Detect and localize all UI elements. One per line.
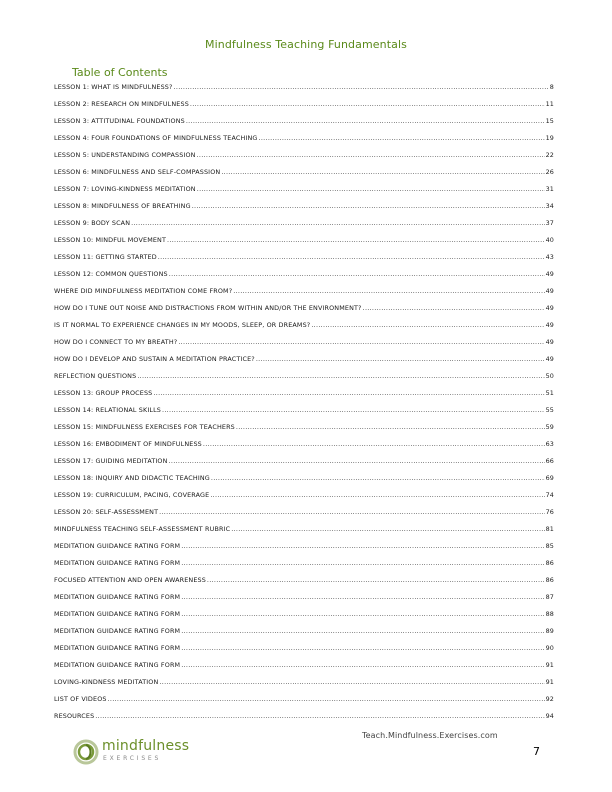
- toc-leader-dots: [181, 644, 544, 652]
- toc-entry-page: 89: [545, 627, 554, 635]
- toc-leader-dots: [363, 304, 545, 312]
- toc-entry-page: 63: [545, 440, 554, 448]
- page-number: 7: [533, 745, 540, 758]
- toc-leader-dots: [192, 202, 545, 210]
- toc-entry-page: 50: [545, 372, 554, 380]
- toc-entry[interactable]: [54, 576, 554, 593]
- toc-entry-page: 49: [545, 304, 554, 312]
- toc-leader-dots: [203, 440, 545, 448]
- toc-entry-label: LESSON 7: LOVING-KINDNESS MEDITATION: [54, 185, 196, 193]
- toc-leader-dots: [181, 661, 544, 669]
- toc-leader-dots: [311, 321, 544, 329]
- toc-entry-label: REFLECTION QUESTIONS: [54, 372, 137, 380]
- document-header: Mindfulness Teaching Fundamentals: [205, 38, 407, 51]
- toc-entry-label: LESSON 18: INQUIRY AND DIDACTIC TEACHING: [54, 474, 210, 482]
- toc-leader-dots: [108, 695, 545, 703]
- toc-entry-page: 49: [545, 355, 554, 363]
- toc-entry-label: MEDITATION GUIDANCE RATING FORM: [54, 644, 181, 652]
- toc-entry[interactable]: [54, 270, 554, 287]
- toc-entry[interactable]: [54, 236, 554, 253]
- toc-entry-label: LESSON 16: EMBODIMENT OF MINDFULNESS: [54, 440, 202, 448]
- toc-entry-page: 91: [545, 678, 554, 686]
- toc-entry-label: IS IT NORMAL TO EXPERIENCE CHANGES IN MY MOODS, SLEEP, OR DREAMS?: [54, 321, 311, 329]
- toc-entry-page: 34: [545, 202, 554, 210]
- toc-list: [54, 83, 554, 729]
- toc-entry[interactable]: [54, 287, 554, 304]
- toc-entry[interactable]: [54, 338, 554, 355]
- toc-leader-dots: [178, 338, 544, 346]
- toc-entry[interactable]: [54, 202, 554, 219]
- toc-leader-dots: [190, 100, 545, 108]
- toc-entry[interactable]: [54, 83, 554, 100]
- toc-entry-page: 49: [545, 338, 554, 346]
- toc-entry-page: 55: [545, 406, 554, 414]
- toc-entry[interactable]: [54, 253, 554, 270]
- toc-leader-dots: [181, 610, 544, 618]
- toc-leader-dots: [159, 678, 544, 686]
- toc-entry-label: WHERE DID MINDFULNESS MEDITATION COME FROM?: [54, 287, 233, 295]
- toc-entry-label: LESSON 14: RELATIONAL SKILLS: [54, 406, 162, 414]
- toc-entry[interactable]: [54, 525, 554, 542]
- toc-entry-label: LESSON 12: COMMON QUESTIONS: [54, 270, 168, 278]
- toc-entry[interactable]: [54, 695, 554, 712]
- toc-entry-page: 87: [545, 593, 554, 601]
- toc-leader-dots: [181, 559, 544, 567]
- toc-leader-dots: [137, 372, 544, 380]
- toc-leader-dots: [197, 185, 545, 193]
- toc-entry[interactable]: [54, 644, 554, 661]
- toc-entry-page: 74: [545, 491, 554, 499]
- toc-entry-label: LESSON 20: SELF-ASSESSMENT: [54, 508, 159, 516]
- toc-entry[interactable]: [54, 661, 554, 678]
- toc-entry-label: MEDITATION GUIDANCE RATING FORM: [54, 593, 181, 601]
- toc-leader-dots: [174, 83, 549, 91]
- toc-entry[interactable]: [54, 304, 554, 321]
- toc-entry-label: LESSON 9: BODY SCAN: [54, 219, 131, 227]
- toc-entry-page: 22: [545, 151, 554, 159]
- toc-entry-label: LESSON 10: MINDFUL MOVEMENT: [54, 236, 167, 244]
- toc-entry-page: 69: [545, 474, 554, 482]
- toc-entry-label: HOW DO I DEVELOP AND SUSTAIN A MEDITATION PRACTICE?: [54, 355, 255, 363]
- toc-entry-page: 15: [545, 117, 554, 125]
- toc-entry-page: 43: [545, 253, 554, 261]
- toc-entry-label: HOW DO I TUNE OUT NOISE AND DISTRACTIONS FROM WITHIN AND/OR THE ENVIRONMENT?: [54, 304, 362, 312]
- toc-entry-page: 49: [545, 270, 554, 278]
- toc-entry-page: 94: [545, 712, 554, 720]
- logo-subtitle: EXERCISES: [103, 755, 162, 762]
- toc-leader-dots: [181, 627, 544, 635]
- toc-entry[interactable]: [54, 474, 554, 491]
- toc-entry[interactable]: [54, 593, 554, 610]
- toc-entry[interactable]: [54, 185, 554, 202]
- toc-entry-page: 26: [545, 168, 554, 176]
- toc-entry-page: 49: [545, 287, 554, 295]
- toc-entry-label: LESSON 8: MINDFULNESS OF BREATHING: [54, 202, 191, 210]
- toc-entry[interactable]: [54, 678, 554, 695]
- toc-entry-label: MEDITATION GUIDANCE RATING FORM: [54, 627, 181, 635]
- toc-entry[interactable]: [54, 406, 554, 423]
- toc-entry-label: MEDITATION GUIDANCE RATING FORM: [54, 559, 181, 567]
- toc-entry[interactable]: [54, 117, 554, 134]
- toc-entry-page: 92: [545, 695, 554, 703]
- toc-entry-label: LESSON 3: ATTITUDINAL FOUNDATIONS: [54, 117, 185, 125]
- toc-leader-dots: [233, 287, 544, 295]
- toc-leader-dots: [162, 406, 545, 414]
- toc-entry-page: 31: [545, 185, 554, 193]
- toc-leader-dots: [131, 219, 544, 227]
- toc-entry-label: LESSON 11: GETTING STARTED: [54, 253, 157, 261]
- toc-entry-page: 51: [545, 389, 554, 397]
- toc-entry-label: LESSON 1: WHAT IS MINDFULNESS?: [54, 83, 173, 91]
- toc-entry[interactable]: [54, 219, 554, 236]
- toc-leader-dots: [186, 117, 545, 125]
- toc-entry-label: LESSON 17: GUIDING MEDITATION: [54, 457, 168, 465]
- toc-entry[interactable]: [54, 355, 554, 372]
- toc-entry-page: 76: [545, 508, 554, 516]
- toc-leader-dots: [259, 134, 545, 142]
- toc-entry[interactable]: [54, 627, 554, 644]
- toc-entry-label: LESSON 19: CURRICULUM, PACING, COVERAGE: [54, 491, 210, 499]
- toc-entry[interactable]: [54, 457, 554, 474]
- toc-leader-dots: [181, 593, 544, 601]
- toc-entry-page: 59: [545, 423, 554, 431]
- toc-entry[interactable]: [54, 168, 554, 185]
- toc-entry-label: LESSON 15: MINDFULNESS EXERCISES FOR TEACHERS: [54, 423, 235, 431]
- toc-entry[interactable]: [54, 389, 554, 406]
- toc-entry-label: LESSON 6: MINDFULNESS AND SELF-COMPASSION: [54, 168, 221, 176]
- toc-entry[interactable]: [54, 491, 554, 508]
- toc-entry-label: LESSON 13: GROUP PROCESS: [54, 389, 153, 397]
- toc-entry-page: 49: [545, 321, 554, 329]
- toc-entry-label: MEDITATION GUIDANCE RATING FORM: [54, 661, 181, 669]
- toc-leader-dots: [210, 491, 544, 499]
- toc-entry[interactable]: [54, 151, 554, 168]
- toc-entry[interactable]: [54, 610, 554, 627]
- logo: [72, 737, 192, 767]
- toc-entry[interactable]: [54, 372, 554, 389]
- toc-entry-page: 86: [545, 559, 554, 567]
- toc-entry-label: RESOURCES: [54, 712, 95, 720]
- toc-entry-page: 85: [545, 542, 554, 550]
- toc-entry-label: FOCUSED ATTENTION AND OPEN AWARENESS: [54, 576, 206, 584]
- toc-leader-dots: [197, 151, 545, 159]
- toc-leader-dots: [159, 508, 544, 516]
- toc-entry-label: LESSON 5: UNDERSTANDING COMPASSION: [54, 151, 196, 159]
- toc-entry[interactable]: [54, 100, 554, 117]
- toc-heading: Table of Contents: [72, 66, 168, 79]
- toc-entry[interactable]: [54, 423, 554, 440]
- toc-entry-page: 88: [545, 610, 554, 618]
- toc-leader-dots: [211, 474, 545, 482]
- toc-entry-page: 11: [545, 100, 554, 108]
- toc-entry-label: LESSON 2: RESEARCH ON MINDFULNESS: [54, 100, 189, 108]
- toc-entry-page: 86: [545, 576, 554, 584]
- logo-word: mindfulness: [102, 738, 190, 754]
- toc-entry[interactable]: [54, 321, 554, 338]
- logo-mark-icon: [72, 737, 102, 767]
- toc-entry-page: 81: [545, 525, 554, 533]
- toc-entry-page: 19: [545, 134, 554, 142]
- toc-entry[interactable]: [54, 559, 554, 576]
- toc-entry-label: MEDITATION GUIDANCE RATING FORM: [54, 610, 181, 618]
- toc-entry[interactable]: [54, 508, 554, 525]
- toc-leader-dots: [153, 389, 544, 397]
- toc-leader-dots: [236, 423, 545, 431]
- toc-entry-page: 66: [545, 457, 554, 465]
- toc-entry-page: 91: [545, 661, 554, 669]
- toc-entry-label: LIST OF VIDEOS: [54, 695, 107, 703]
- toc-entry-page: 8: [549, 83, 554, 91]
- toc-leader-dots: [181, 542, 544, 550]
- toc-entry[interactable]: [54, 440, 554, 457]
- toc-leader-dots: [221, 168, 544, 176]
- toc-entry[interactable]: [54, 712, 554, 729]
- toc-entry-label: HOW DO I CONNECT TO MY BREATH?: [54, 338, 178, 346]
- toc-leader-dots: [207, 576, 545, 584]
- toc-entry-page: 40: [545, 236, 554, 244]
- toc-leader-dots: [95, 712, 544, 720]
- toc-leader-dots: [256, 355, 545, 363]
- toc-entry-page: 37: [545, 219, 554, 227]
- toc-entry[interactable]: [54, 134, 554, 151]
- toc-entry-page: 90: [545, 644, 554, 652]
- toc-leader-dots: [169, 270, 545, 278]
- toc-leader-dots: [158, 253, 545, 261]
- toc-leader-dots: [231, 525, 544, 533]
- toc-entry-label: MINDFULNESS TEACHING SELF-ASSESSMENT RUBRIC: [54, 525, 231, 533]
- toc-leader-dots: [167, 236, 545, 244]
- toc-entry[interactable]: [54, 542, 554, 559]
- toc-leader-dots: [169, 457, 545, 465]
- toc-entry-label: MEDITATION GUIDANCE RATING FORM: [54, 542, 181, 550]
- toc-entry-label: LOVING-KINDNESS MEDITATION: [54, 678, 159, 686]
- footer-url: Teach.Mindfulness.Exercises.com: [362, 731, 498, 740]
- toc-entry-label: LESSON 4: FOUR FOUNDATIONS OF MINDFULNESS TEACHING: [54, 134, 258, 142]
